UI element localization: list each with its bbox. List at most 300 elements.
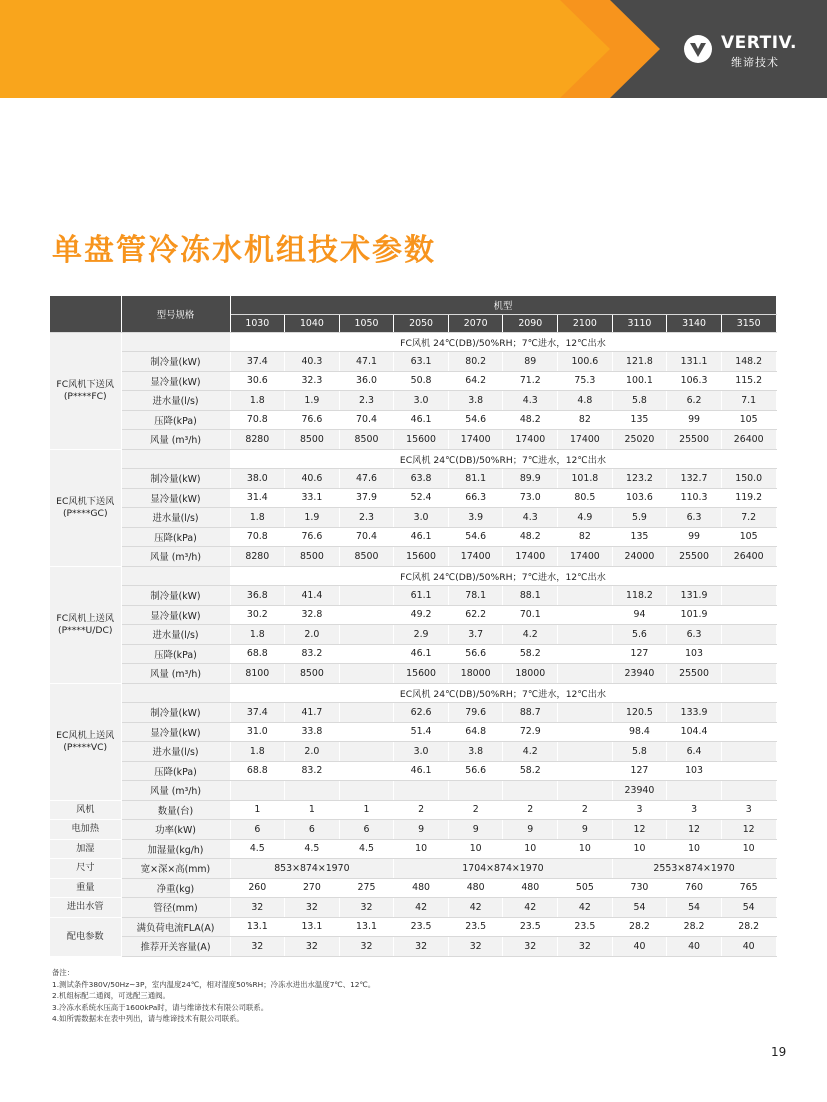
value-cell: 15600 [394, 547, 449, 567]
condition-row [50, 566, 776, 586]
value-cell: 260 [230, 878, 285, 898]
value-cell: 18000 [503, 664, 558, 684]
value-cell: 6.2 [667, 391, 722, 411]
value-cell: 110.3 [667, 488, 722, 508]
value-cell [721, 605, 776, 625]
model-header-cell: 1030 [230, 314, 285, 332]
value-cell [339, 605, 394, 625]
value-cell: 51.4 [394, 722, 449, 742]
param-cell: 数量(台) [121, 800, 230, 820]
value-cell: 31.4 [230, 488, 285, 508]
value-cell: 33.8 [285, 722, 340, 742]
value-cell [339, 742, 394, 762]
param-cell: 功率(kW) [121, 820, 230, 840]
model-header-cell: 3140 [667, 314, 722, 332]
value-cell: 46.1 [394, 527, 449, 547]
value-cell: 40.3 [285, 352, 340, 372]
value-cell: 24000 [612, 547, 667, 567]
vertiv-logo [683, 34, 803, 70]
value-cell: 32 [558, 937, 613, 957]
note-line: 2.机组标配二通阀，可选配三通阀。 [52, 991, 170, 1000]
value-cell [339, 781, 394, 801]
value-cell [339, 586, 394, 606]
value-cell: 5.8 [612, 391, 667, 411]
value-cell [558, 625, 613, 645]
value-cell: 62.6 [394, 703, 449, 723]
group-label: 重量 [50, 878, 121, 898]
value-cell [558, 781, 613, 801]
value-cell: 41.7 [285, 703, 340, 723]
value-cell: 70.8 [230, 410, 285, 430]
value-cell: 41.4 [285, 586, 340, 606]
value-cell: 46.1 [394, 644, 449, 664]
corner-cell [50, 296, 121, 332]
value-cell: 38.0 [230, 469, 285, 489]
value-cell: 115.2 [721, 371, 776, 391]
value-cell: 119.2 [721, 488, 776, 508]
value-cell: 37.4 [230, 703, 285, 723]
value-cell: 17400 [558, 430, 613, 450]
value-cell: 37.9 [339, 488, 394, 508]
value-cell: 18000 [448, 664, 503, 684]
value-cell [558, 703, 613, 723]
value-cell: 5.8 [612, 742, 667, 762]
table-row [50, 488, 776, 508]
value-cell: 30.6 [230, 371, 285, 391]
condition-row [50, 683, 776, 703]
value-cell: 6.4 [667, 742, 722, 762]
value-cell [339, 664, 394, 684]
value-cell [558, 586, 613, 606]
value-cell: 15600 [394, 664, 449, 684]
value-cell: 8280 [230, 547, 285, 567]
table-row [50, 878, 776, 898]
value-cell: 58.2 [503, 761, 558, 781]
value-cell [339, 703, 394, 723]
value-cell: 13.1 [339, 917, 394, 937]
value-cell: 120.5 [612, 703, 667, 723]
param-cell: 进水量(l/s) [121, 508, 230, 528]
value-cell [721, 761, 776, 781]
value-cell [721, 586, 776, 606]
value-cell: 32 [503, 937, 558, 957]
value-cell: 66.3 [448, 488, 503, 508]
value-cell: 2.3 [339, 508, 394, 528]
value-cell: 103 [667, 644, 722, 664]
merged-value-cell: 853×874×1970 [230, 859, 394, 879]
value-cell: 64.8 [448, 722, 503, 742]
param-cell: 压降(kPa) [121, 410, 230, 430]
value-cell: 48.2 [503, 410, 558, 430]
value-cell [558, 644, 613, 664]
value-cell: 13.1 [230, 917, 285, 937]
param-cell: 净重(kg) [121, 878, 230, 898]
value-cell: 23940 [612, 664, 667, 684]
value-cell: 3.0 [394, 508, 449, 528]
param-cell: 制冷量(kW) [121, 586, 230, 606]
value-cell: 82 [558, 410, 613, 430]
condition-text: FC风机 24℃(DB)/50%RH；7℃进水，12℃出水 [230, 566, 776, 586]
value-cell: 31.0 [230, 722, 285, 742]
notes [52, 967, 375, 1025]
value-cell: 1.8 [230, 625, 285, 645]
value-cell: 78.1 [448, 586, 503, 606]
value-cell: 3.9 [448, 508, 503, 528]
value-cell: 28.2 [721, 917, 776, 937]
value-cell: 17400 [448, 547, 503, 567]
param-cell: 管径(mm) [121, 898, 230, 918]
value-cell: 8500 [339, 430, 394, 450]
value-cell: 79.6 [448, 703, 503, 723]
value-cell: 46.1 [394, 410, 449, 430]
value-cell: 2.9 [394, 625, 449, 645]
model-header-cell: 3150 [721, 314, 776, 332]
param-cell: 加湿量(kg/h) [121, 839, 230, 859]
param-cell: 制冷量(kW) [121, 703, 230, 723]
param-cell: 风量 (m³/h) [121, 547, 230, 567]
value-cell: 37.4 [230, 352, 285, 372]
value-cell: 4.3 [503, 508, 558, 528]
value-cell [339, 644, 394, 664]
table-row [50, 352, 776, 372]
table-row [50, 644, 776, 664]
note-line: 4.如所需数据未在表中列出，请与维谛技术有限公司联系。 [52, 1014, 244, 1023]
value-cell: 52.4 [394, 488, 449, 508]
value-cell: 100.6 [558, 352, 613, 372]
section-group-label: EC风机上送风(P****VC) [50, 683, 121, 800]
value-cell: 103 [667, 761, 722, 781]
table-row [50, 898, 776, 918]
value-cell [558, 742, 613, 762]
value-cell: 8280 [230, 430, 285, 450]
value-cell: 17400 [558, 547, 613, 567]
value-cell [721, 722, 776, 742]
value-cell [394, 781, 449, 801]
value-cell: 101.9 [667, 605, 722, 625]
value-cell: 23.5 [448, 917, 503, 937]
param-cell: 制冷量(kW) [121, 469, 230, 489]
value-cell [503, 781, 558, 801]
model-header-cell: 2090 [503, 314, 558, 332]
value-cell: 8500 [285, 547, 340, 567]
value-cell: 76.6 [285, 410, 340, 430]
table-row [50, 664, 776, 684]
merged-value-cell: 2553×874×1970 [612, 859, 776, 879]
value-cell: 123.2 [612, 469, 667, 489]
value-cell: 98.4 [612, 722, 667, 742]
value-cell: 54.6 [448, 527, 503, 547]
header-banner [0, 0, 827, 98]
value-cell: 32 [394, 937, 449, 957]
value-cell: 32 [230, 937, 285, 957]
param-cell [121, 332, 230, 352]
value-cell: 72.9 [503, 722, 558, 742]
value-cell: 54 [667, 898, 722, 918]
value-cell: 4.2 [503, 625, 558, 645]
value-cell: 133.9 [667, 703, 722, 723]
value-cell: 36.0 [339, 371, 394, 391]
value-cell: 32.3 [285, 371, 340, 391]
table-row [50, 527, 776, 547]
note-line: 3.冷冻水系统水压高于1600kPa时，请与维谛技术有限公司联系。 [52, 1002, 269, 1012]
table-row [50, 469, 776, 489]
spec-body [50, 332, 776, 956]
value-cell: 4.5 [339, 839, 394, 859]
value-cell: 7.1 [721, 391, 776, 411]
value-cell: 4.9 [558, 508, 613, 528]
value-cell: 89 [503, 352, 558, 372]
value-cell: 101.8 [558, 469, 613, 489]
param-cell: 宽×深×高(mm) [121, 859, 230, 879]
page-title: 单盘管冷冻水机组技术参数 [52, 233, 436, 268]
note-line: 1.测试条件380V/50Hz~3P，室内温度24℃，相对湿度50%RH；冷冻水进出水温度7℃、12℃。 [52, 979, 376, 989]
table-row [50, 508, 776, 528]
value-cell: 56.6 [448, 644, 503, 664]
param-cell [121, 566, 230, 586]
table-row [50, 430, 776, 450]
table-row [50, 742, 776, 762]
group-label: 配电参数 [50, 917, 121, 956]
table-row [50, 371, 776, 391]
value-cell: 6 [339, 820, 394, 840]
value-cell: 46.1 [394, 761, 449, 781]
table-row [50, 937, 776, 957]
value-cell: 2 [503, 800, 558, 820]
value-cell: 32 [339, 937, 394, 957]
model-header-cell: 1040 [285, 314, 340, 332]
value-cell: 105 [721, 410, 776, 430]
value-cell: 1.9 [285, 391, 340, 411]
value-cell: 63.8 [394, 469, 449, 489]
value-cell: 94 [612, 605, 667, 625]
value-cell: 63.1 [394, 352, 449, 372]
value-cell [448, 781, 503, 801]
value-cell [721, 703, 776, 723]
value-cell: 730 [612, 878, 667, 898]
group-label: 尺寸 [50, 859, 121, 879]
table-row [50, 605, 776, 625]
value-cell: 10 [503, 839, 558, 859]
value-cell: 23.5 [558, 917, 613, 937]
value-cell: 82 [558, 527, 613, 547]
value-cell: 3.0 [394, 742, 449, 762]
value-cell: 10 [394, 839, 449, 859]
table-row [50, 586, 776, 606]
group-label: 电加热 [50, 820, 121, 840]
value-cell: 100.1 [612, 371, 667, 391]
value-cell: 36.8 [230, 586, 285, 606]
value-cell: 12 [721, 820, 776, 840]
vertiv-chevron-icon [683, 34, 713, 64]
condition-row [50, 449, 776, 469]
value-cell: 70.4 [339, 527, 394, 547]
value-cell: 25500 [667, 547, 722, 567]
param-cell: 风量 (m³/h) [121, 781, 230, 801]
value-cell [721, 625, 776, 645]
merged-value-cell: 1704×874×1970 [394, 859, 612, 879]
value-cell: 54 [721, 898, 776, 918]
value-cell: 9 [558, 820, 613, 840]
table-row [50, 547, 776, 567]
note-line: 备注： [52, 968, 75, 977]
brand-name: VERTIV. [721, 33, 797, 53]
value-cell: 6 [285, 820, 340, 840]
table-row [50, 917, 776, 937]
value-cell: 40 [721, 937, 776, 957]
group-label: 加湿 [50, 839, 121, 859]
value-cell: 58.2 [503, 644, 558, 664]
value-cell: 25500 [667, 664, 722, 684]
condition-text: FC风机 24℃(DB)/50%RH；7℃进水，12℃出水 [230, 332, 776, 352]
value-cell: 2 [394, 800, 449, 820]
page-number: 19 [771, 1045, 787, 1059]
value-cell: 275 [339, 878, 394, 898]
value-cell: 47.1 [339, 352, 394, 372]
section-group-label: FC风机下送风(P****FC) [50, 332, 121, 449]
spec-header: 型号规格 [121, 296, 230, 332]
table-row [50, 703, 776, 723]
value-cell: 25020 [612, 430, 667, 450]
value-cell: 2 [558, 800, 613, 820]
value-cell: 6.3 [667, 625, 722, 645]
value-cell: 2 [448, 800, 503, 820]
table-row [50, 781, 776, 801]
value-cell: 89.9 [503, 469, 558, 489]
value-cell: 56.6 [448, 761, 503, 781]
value-cell: 1.8 [230, 508, 285, 528]
value-cell: 3 [721, 800, 776, 820]
model-header-cell: 1050 [339, 314, 394, 332]
value-cell: 17400 [448, 430, 503, 450]
value-cell: 13.1 [285, 917, 340, 937]
section-group-label: EC风机下送风(P****GC) [50, 449, 121, 566]
value-cell: 148.2 [721, 352, 776, 372]
value-cell: 83.2 [285, 644, 340, 664]
value-cell: 3.8 [448, 391, 503, 411]
condition-text: EC风机 24℃(DB)/50%RH；7℃进水，12℃出水 [230, 449, 776, 469]
value-cell: 75.3 [558, 371, 613, 391]
value-cell: 50.8 [394, 371, 449, 391]
value-cell: 42 [448, 898, 503, 918]
value-cell [721, 781, 776, 801]
value-cell: 88.1 [503, 586, 558, 606]
value-cell: 10 [721, 839, 776, 859]
value-cell: 2.3 [339, 391, 394, 411]
value-cell [558, 605, 613, 625]
value-cell: 480 [394, 878, 449, 898]
value-cell: 8500 [285, 664, 340, 684]
table-row [50, 410, 776, 430]
value-cell: 1.9 [285, 508, 340, 528]
value-cell [285, 781, 340, 801]
value-cell: 26400 [721, 547, 776, 567]
value-cell: 103.6 [612, 488, 667, 508]
value-cell: 135 [612, 410, 667, 430]
table-row [50, 722, 776, 742]
value-cell: 32 [339, 898, 394, 918]
value-cell: 32.8 [285, 605, 340, 625]
value-cell: 61.1 [394, 586, 449, 606]
condition-text: EC风机 24℃(DB)/50%RH；7℃进水，12℃出水 [230, 683, 776, 703]
value-cell: 70.8 [230, 527, 285, 547]
value-cell: 47.6 [339, 469, 394, 489]
value-cell: 104.4 [667, 722, 722, 742]
table-row [50, 839, 776, 859]
value-cell: 5.9 [612, 508, 667, 528]
value-cell: 3.7 [448, 625, 503, 645]
value-cell: 71.2 [503, 371, 558, 391]
value-cell [667, 781, 722, 801]
value-cell: 68.8 [230, 761, 285, 781]
value-cell: 23.5 [394, 917, 449, 937]
param-cell: 进水量(l/s) [121, 391, 230, 411]
value-cell: 30.2 [230, 605, 285, 625]
value-cell: 6.3 [667, 508, 722, 528]
table-row [50, 820, 776, 840]
value-cell: 54.6 [448, 410, 503, 430]
value-cell: 40 [612, 937, 667, 957]
value-cell: 4.3 [503, 391, 558, 411]
value-cell: 121.8 [612, 352, 667, 372]
param-cell: 显冷量(kW) [121, 605, 230, 625]
value-cell: 3.8 [448, 742, 503, 762]
value-cell: 32 [448, 937, 503, 957]
value-cell: 17400 [503, 430, 558, 450]
table-row [50, 391, 776, 411]
condition-row [50, 332, 776, 352]
value-cell: 4.2 [503, 742, 558, 762]
value-cell [339, 722, 394, 742]
value-cell: 32 [230, 898, 285, 918]
value-cell [558, 664, 613, 684]
value-cell: 480 [448, 878, 503, 898]
value-cell: 1 [339, 800, 394, 820]
value-cell: 12 [612, 820, 667, 840]
param-cell: 风量 (m³/h) [121, 664, 230, 684]
value-cell: 8100 [230, 664, 285, 684]
model-header-cell: 2070 [448, 314, 503, 332]
value-cell: 2.0 [285, 742, 340, 762]
value-cell: 118.2 [612, 586, 667, 606]
value-cell: 9 [503, 820, 558, 840]
value-cell: 270 [285, 878, 340, 898]
value-cell [339, 625, 394, 645]
table-row [50, 800, 776, 820]
value-cell: 73.0 [503, 488, 558, 508]
param-cell: 显冷量(kW) [121, 488, 230, 508]
param-cell [121, 683, 230, 703]
value-cell [721, 664, 776, 684]
value-cell: 33.1 [285, 488, 340, 508]
param-cell: 显冷量(kW) [121, 722, 230, 742]
value-cell: 25500 [667, 430, 722, 450]
param-cell: 满负荷电流FLA(A) [121, 917, 230, 937]
value-cell [339, 761, 394, 781]
value-cell: 68.8 [230, 644, 285, 664]
value-cell: 10 [612, 839, 667, 859]
value-cell: 42 [558, 898, 613, 918]
param-cell: 压降(kPa) [121, 761, 230, 781]
value-cell: 32 [285, 937, 340, 957]
table-row [50, 761, 776, 781]
value-cell: 4.5 [230, 839, 285, 859]
brand-sub: 维谛技术 [731, 56, 779, 69]
value-cell: 1 [285, 800, 340, 820]
value-cell: 54 [612, 898, 667, 918]
value-cell: 10 [558, 839, 613, 859]
model-header: 机型 [230, 296, 776, 314]
value-cell: 127 [612, 644, 667, 664]
